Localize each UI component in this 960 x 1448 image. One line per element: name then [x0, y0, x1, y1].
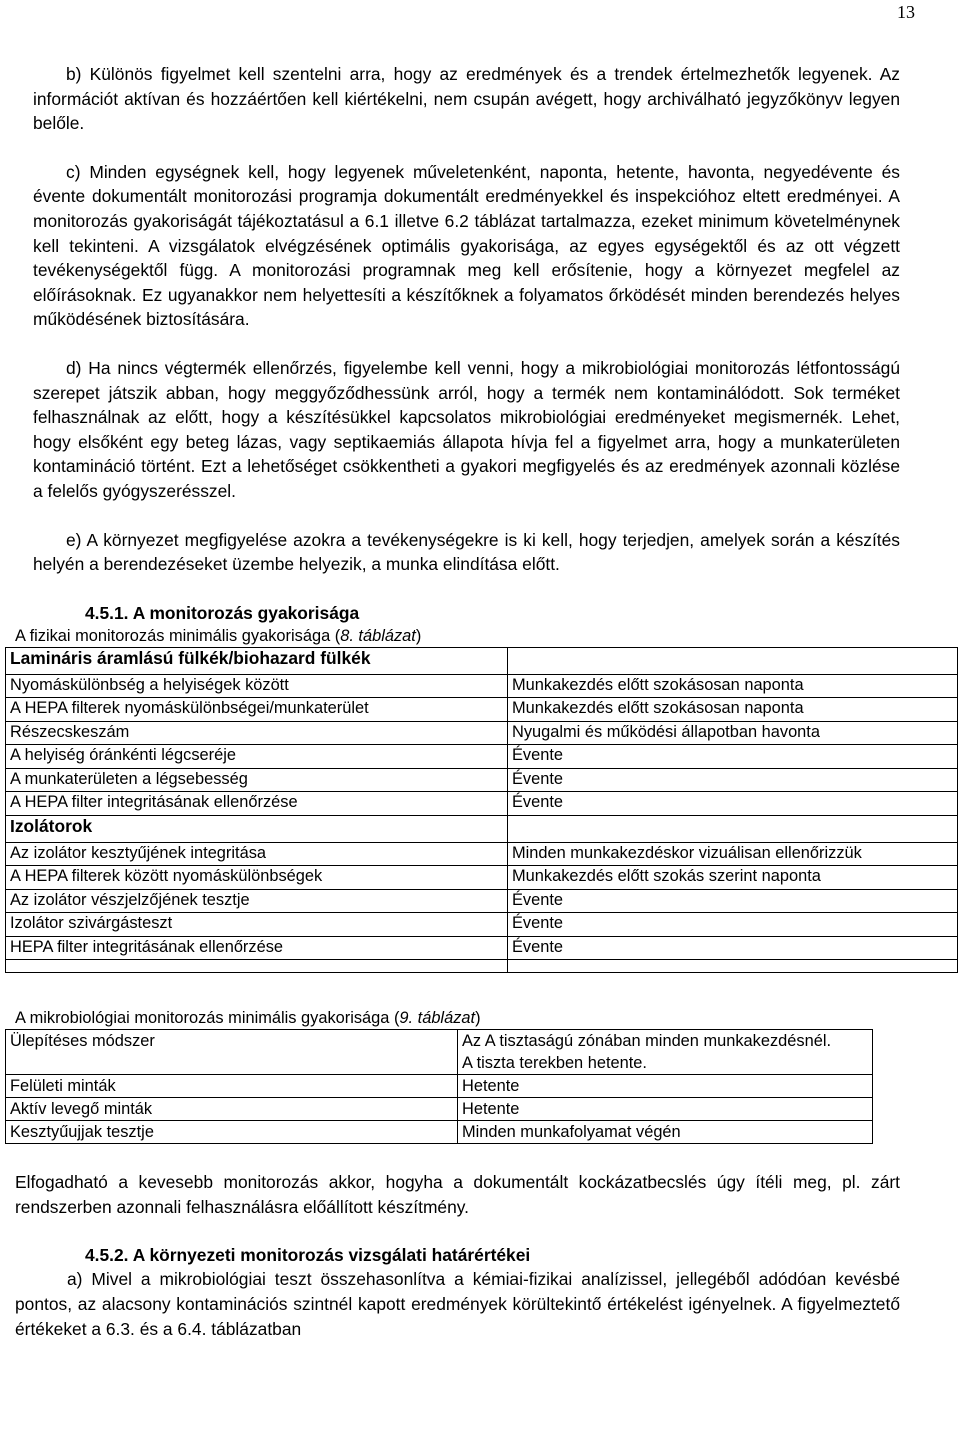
paragraph-e: e) A környezet megfigyelése azokra a tevékenységekre is ki kell, hogy terjedjen, amelyek során a készítés helyén a berendezéseket üzembe helyezik, a munka elindítása előtt.	[33, 529, 900, 575]
table-9-caption: A mikrobiológiai monitorozás minimális gyakorisága (9. táblázat)	[15, 1009, 481, 1028]
paragraph-after-tables: Elfogadható a kevesebb monitorozás akkor, hogyha a dokumentált kockázatbecslés úgy ítéli meg, pl. zárt rendszerben azonnali felhasználásra előállított készítmény.	[15, 1172, 900, 1217]
document-body	[10, 62, 900, 1341]
paragraph-d: d) Ha nincs végtermék ellenőrzés, figyelembe kell venni, hogy a mikrobiológiai monitorozás létfontosságú szerepet játszik abban, hogy meggyőződhessünk arról, hogy a termék nem kontaminálódott. Sok terméket felhasználnak az előtt, hogy a készítésükkel kapcsolatos mikrobiológiai eredményeket megismernék. Lehet, hogy elsőként egy beteg lázas, vagy septikaemiás állapota hívja fel a figyelmet arra, hogy a munkaterületen kontamináció történt. Ezt a lehetőséget csökkentheti a gyakori megfigyelés és az eredmények azonnali közlése a felelős gyógyszerésszel.	[33, 357, 900, 501]
paragraph-b: b) Különös figyelmet kell szentelni arra, hogy az eredmények és a trendek értelmezhetők legyenek. Az információt aktívan és hozzáértően kell kiértékelni, nem csupán avégett, hogy archiválható jegyzőkönyv legyen belőle.	[33, 64, 900, 134]
table-physical-monitoring	[5, 647, 958, 974]
table-row: A HEPA filter integritásának ellenőrzése Évente	[6, 792, 958, 816]
table-row: Az izolátor vészjelzőjének tesztje Évente	[6, 889, 958, 913]
table-row: Aktív levegő minták Hetente	[6, 1098, 873, 1121]
section-heading-451: 4.5.1. A monitorozás gyakorisága	[85, 602, 360, 623]
group-title-laminar: Lamináris áramlású fülkék/biohazard fülkék	[6, 647, 508, 674]
table-row: Ülepítéses módszer Az A tisztaságú zónában minden munkakezdésnél. A tiszta terekben hetente.	[6, 1030, 873, 1075]
table-group-header	[6, 647, 958, 674]
table-microbiological-monitoring	[5, 1029, 873, 1144]
table-group-header	[6, 815, 958, 842]
table-spacer-row	[6, 960, 958, 973]
table-row: A helyiség óránkénti légcseréje Évente	[6, 745, 958, 769]
table-row: Izolátor szivárgásteszt Évente	[6, 913, 958, 937]
table-row: A HEPA filterek nyomáskülönbségei/munkaterület Munkakezdés előtt szokásosan naponta	[6, 698, 958, 722]
table-row: A munkaterületen a légsebesség Évente	[6, 768, 958, 792]
page-number: 13	[897, 2, 915, 22]
paragraph-c: c) Minden egységnek kell, hogy legyenek műveletenként, naponta, hetente, havonta, negyedévente és évente dokumentált monitorozási programja dokumentált eredményekkel és inspekcióhoz eltett eredményei. A monitorozás gyakoriságát tájékoztatásul a 6.1 illetve 6.2 táblázat tartalmazza, ezeket minimum követelménynek kell tekinteni. A vizsgálatok elvégzésének optimális gyakorisága, az egyes egységektől és az ott végzett tevékenységektől függ. A monitorozási programnak meg kell erősítenie, hogy a környezet megfelel az előírásoknak. Ez ugyanakkor nem helyettesíti a készítőknek a folyamatos őrködését minden berendezés helyes működésének biztosítására.	[33, 161, 900, 330]
group-title-isolators: Izolátorok	[6, 815, 508, 842]
table-row: Az izolátor kesztyűjének integritása Minden munkakezdéskor vizuálisan ellenőrizzük	[6, 842, 958, 866]
paragraph-452-a: a) Mivel a mikrobiológiai teszt összehasonlítva a kémiai-fizikai analízissel, jellegéből adódóan kevésbé pontos, az alacsony kontaminációs szintnél kapott eredmények körültekintő értékelést igényelnek. A figyelmeztető értékeket a 6.3. és a 6.4. táblázatban	[15, 1269, 900, 1339]
table-row: Részecskeszám Nyugalmi és működési állapotban havonta	[6, 721, 958, 745]
table-row: Nyomáskülönbség a helyiségek között Munkakezdés előtt szokásosan naponta	[6, 674, 958, 698]
table-row: Kesztyűujjak tesztje Minden munkafolyamat végén	[6, 1121, 873, 1144]
table-row: A HEPA filterek között nyomáskülönbségek Munkakezdés előtt szokás szerint naponta	[6, 866, 958, 890]
table-row: Felületi minták Hetente	[6, 1075, 873, 1098]
table-8-caption: A fizikai monitorozás minimális gyakorisága (8. táblázat)	[15, 626, 422, 645]
section-heading-452: 4.5.2. A környezeti monitorozás vizsgálati határértékei	[85, 1245, 531, 1266]
table-row: HEPA filter integritásának ellenőrzése Évente	[6, 936, 958, 960]
